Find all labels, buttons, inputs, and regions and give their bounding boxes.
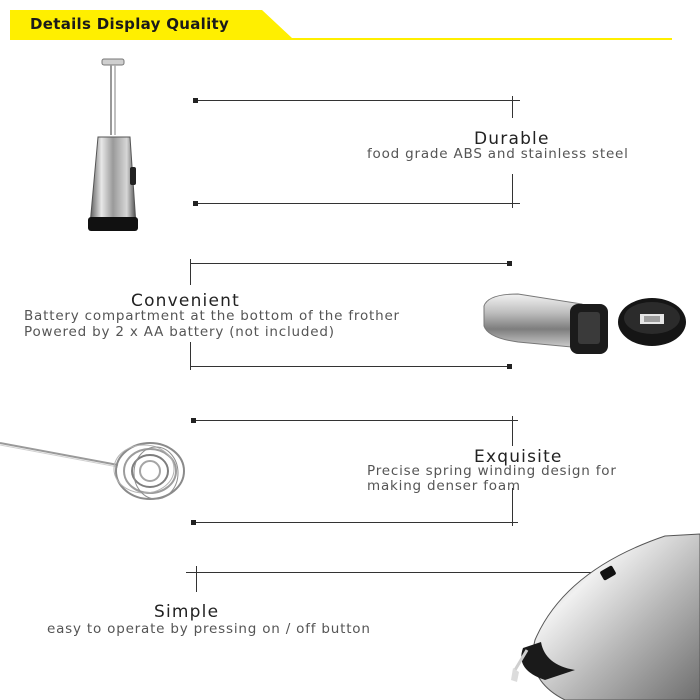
- line-endpoint: [191, 418, 196, 423]
- divider-line: [195, 203, 520, 204]
- feature-desc-durable: food grade ABS and stainless steel: [367, 146, 629, 162]
- divider-line: [195, 100, 520, 101]
- feature-title-convenient: Convenient: [131, 291, 240, 311]
- feature-desc-convenient-line2: Powered by 2 x AA battery (not included): [24, 324, 335, 340]
- divider-line: [193, 420, 518, 421]
- line-endpoint: [191, 520, 196, 525]
- whisk-spring-image: [0, 425, 195, 510]
- divider-tick: [190, 259, 191, 285]
- divider-tick: [196, 566, 197, 592]
- button-closeup-image: [505, 530, 700, 700]
- divider-tick: [190, 342, 191, 370]
- line-endpoint: [193, 201, 198, 206]
- divider-line: [190, 366, 512, 367]
- feature-desc-convenient-line1: Battery compartment at the bottom of the frother: [24, 308, 400, 324]
- feature-desc-exquisite-line2: making denser foam: [367, 478, 521, 494]
- divider-line: [193, 522, 518, 523]
- frother-full-image: [80, 55, 160, 235]
- feature-desc-simple: easy to operate by pressing on / off button: [47, 621, 371, 637]
- divider-tick: [512, 96, 513, 118]
- line-endpoint: [507, 261, 512, 266]
- feature-desc-exquisite-line1: Precise spring winding design for: [367, 463, 617, 479]
- feature-title-durable: Durable: [474, 129, 550, 149]
- feature-title-simple: Simple: [154, 602, 220, 622]
- feature-title-exquisite: Exquisite: [474, 447, 563, 467]
- battery-compartment-image: [478, 288, 692, 356]
- divider-line: [190, 263, 512, 264]
- divider-tick: [512, 416, 513, 446]
- divider-tick: [512, 174, 513, 208]
- page-title: Details Display Quality: [30, 15, 230, 33]
- line-endpoint: [193, 98, 198, 103]
- line-endpoint: [507, 364, 512, 369]
